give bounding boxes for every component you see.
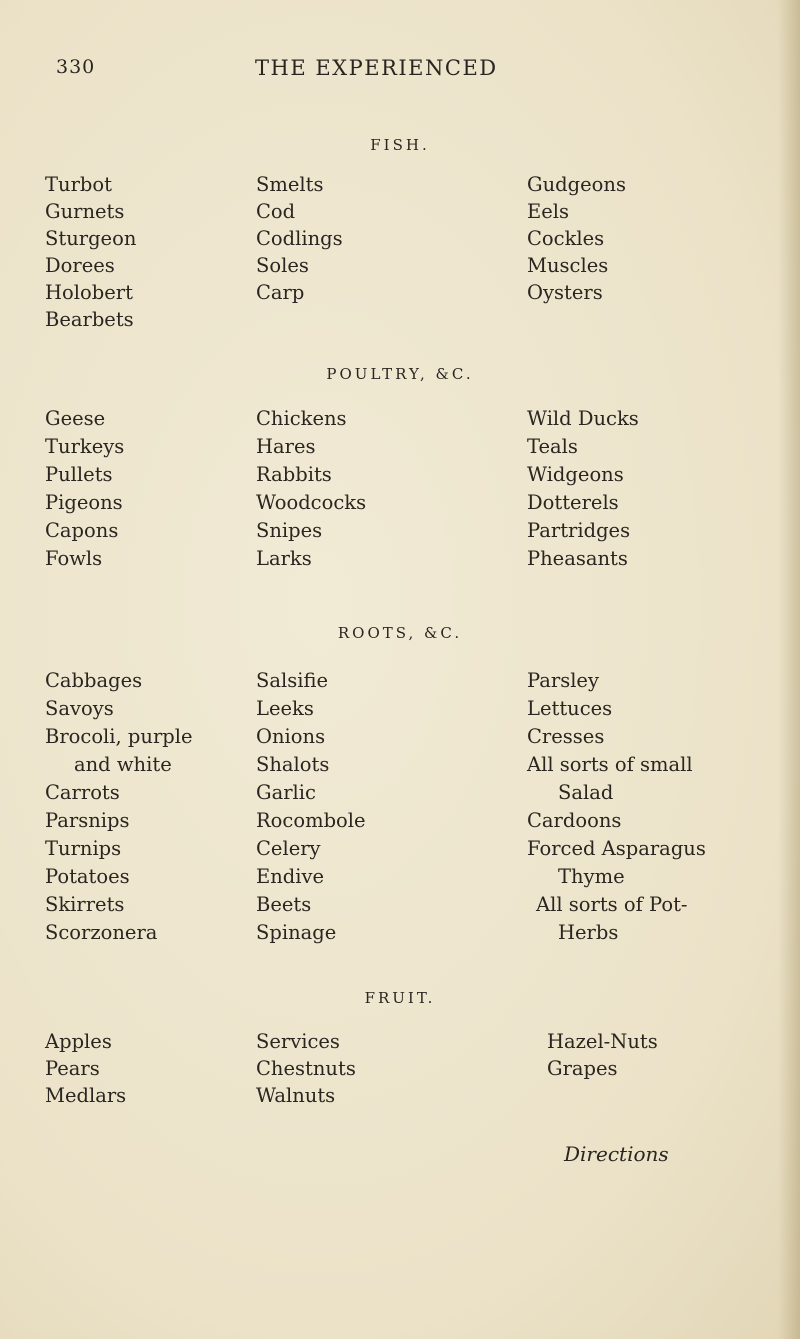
cell: Dorees bbox=[45, 254, 115, 277]
table-row bbox=[0, 462, 800, 488]
catchword: Directions bbox=[564, 1142, 669, 1166]
cell: Gurnets bbox=[45, 200, 125, 223]
cell: Parsnips bbox=[45, 809, 130, 832]
cell: All sorts of Pot- bbox=[536, 893, 688, 916]
section-title-roots: ROOTS, &C. bbox=[337, 624, 463, 642]
table-row bbox=[0, 780, 800, 806]
table-row bbox=[0, 696, 800, 722]
table-row bbox=[0, 892, 800, 918]
table-row bbox=[0, 518, 800, 544]
cell: Larks bbox=[256, 547, 312, 570]
cell: Chestnuts bbox=[256, 1057, 356, 1080]
table-row bbox=[0, 172, 800, 198]
table-row bbox=[0, 546, 800, 572]
cell: Turnips bbox=[45, 837, 122, 860]
cell: Services bbox=[256, 1030, 340, 1053]
cell: Oysters bbox=[527, 281, 603, 304]
cell: Pigeons bbox=[45, 491, 123, 514]
cell: Celery bbox=[256, 837, 321, 860]
cell: Woodcocks bbox=[256, 491, 367, 514]
table-row bbox=[0, 864, 800, 890]
cell: Herbs bbox=[558, 921, 619, 944]
cell: Hazel-Nuts bbox=[547, 1030, 658, 1053]
cell: and white bbox=[74, 753, 172, 776]
cell: Capons bbox=[45, 519, 119, 542]
cell: Onions bbox=[256, 725, 326, 748]
cell: Rocombole bbox=[256, 809, 366, 832]
cell: Skirrets bbox=[45, 893, 125, 916]
table-row bbox=[0, 434, 800, 460]
cell: Grapes bbox=[547, 1057, 618, 1080]
table-row bbox=[0, 226, 800, 252]
cell: Leeks bbox=[256, 697, 314, 720]
cell: Walnuts bbox=[256, 1084, 336, 1107]
table-row bbox=[0, 808, 800, 834]
cell: Scorzonera bbox=[45, 921, 158, 944]
cell: Parsley bbox=[527, 669, 599, 692]
cell: Pullets bbox=[45, 463, 113, 486]
cell: Medlars bbox=[45, 1084, 127, 1107]
cell: Teals bbox=[527, 435, 578, 458]
cell: Turkeys bbox=[45, 435, 125, 458]
cell: Salsifie bbox=[256, 669, 329, 692]
cell: Codlings bbox=[256, 227, 343, 250]
table-row bbox=[0, 920, 800, 946]
cell: Cardoons bbox=[527, 809, 622, 832]
table-row bbox=[0, 836, 800, 862]
cell: Savoys bbox=[45, 697, 114, 720]
table-row bbox=[0, 1056, 800, 1082]
cell: Rabbits bbox=[256, 463, 332, 486]
cell: Forced Asparagus bbox=[527, 837, 706, 860]
table-row bbox=[0, 1029, 800, 1055]
cell: Thyme bbox=[558, 865, 625, 888]
table-row bbox=[0, 406, 800, 432]
cell: Potatoes bbox=[45, 865, 130, 888]
page-number: 330 bbox=[56, 56, 96, 78]
table-row bbox=[0, 724, 800, 750]
cell: Smelts bbox=[256, 173, 324, 196]
table-row bbox=[0, 280, 800, 306]
table-row bbox=[0, 1083, 800, 1109]
cell: Salad bbox=[558, 781, 614, 804]
cell: Lettuces bbox=[527, 697, 613, 720]
cell: Widgeons bbox=[527, 463, 624, 486]
cell: Soles bbox=[256, 254, 309, 277]
cell: Partridges bbox=[527, 519, 631, 542]
cell: Muscles bbox=[527, 254, 609, 277]
cell: Dotterels bbox=[527, 491, 619, 514]
cell: Carp bbox=[256, 281, 305, 304]
cell: Fowls bbox=[45, 547, 103, 570]
table-row bbox=[0, 253, 800, 279]
cell: Cresses bbox=[527, 725, 605, 748]
cell: Bearbets bbox=[45, 308, 134, 331]
table-row bbox=[0, 752, 800, 778]
cell: Cod bbox=[256, 200, 296, 223]
cell: Gudgeons bbox=[527, 173, 626, 196]
cell: Geese bbox=[45, 407, 106, 430]
cell: Holobert bbox=[45, 281, 133, 304]
cell: Apples bbox=[45, 1030, 112, 1053]
cell: Brocoli, purple bbox=[45, 725, 193, 748]
cell: Pears bbox=[45, 1057, 100, 1080]
section-title-fish: FISH. bbox=[370, 136, 430, 154]
cell: Endive bbox=[256, 865, 325, 888]
cell: Turbot bbox=[45, 173, 112, 196]
cell: Wild Ducks bbox=[527, 407, 639, 430]
cell: All sorts of small bbox=[527, 753, 693, 776]
section-title-poultry: POULTRY, &C. bbox=[326, 365, 474, 383]
cell: Beets bbox=[256, 893, 312, 916]
cell: Pheasants bbox=[527, 547, 628, 570]
table-row bbox=[0, 490, 800, 516]
page-header bbox=[0, 56, 800, 86]
table-row bbox=[0, 199, 800, 225]
table-row bbox=[0, 668, 800, 694]
cell: Carrots bbox=[45, 781, 120, 804]
cell: Cabbages bbox=[45, 669, 143, 692]
cell: Sturgeon bbox=[45, 227, 137, 250]
cell: Shalots bbox=[256, 753, 330, 776]
cell: Chickens bbox=[256, 407, 347, 430]
cell: Garlic bbox=[256, 781, 316, 804]
table-row bbox=[0, 307, 800, 333]
cell: Spinage bbox=[256, 921, 337, 944]
running-head: THE EXPERIENCED bbox=[255, 56, 498, 80]
cell: Hares bbox=[256, 435, 316, 458]
section-title-fruit: FRUIT. bbox=[364, 989, 436, 1007]
cell: Snipes bbox=[256, 519, 323, 542]
cell: Eels bbox=[527, 200, 570, 223]
cell: Cockles bbox=[527, 227, 605, 250]
